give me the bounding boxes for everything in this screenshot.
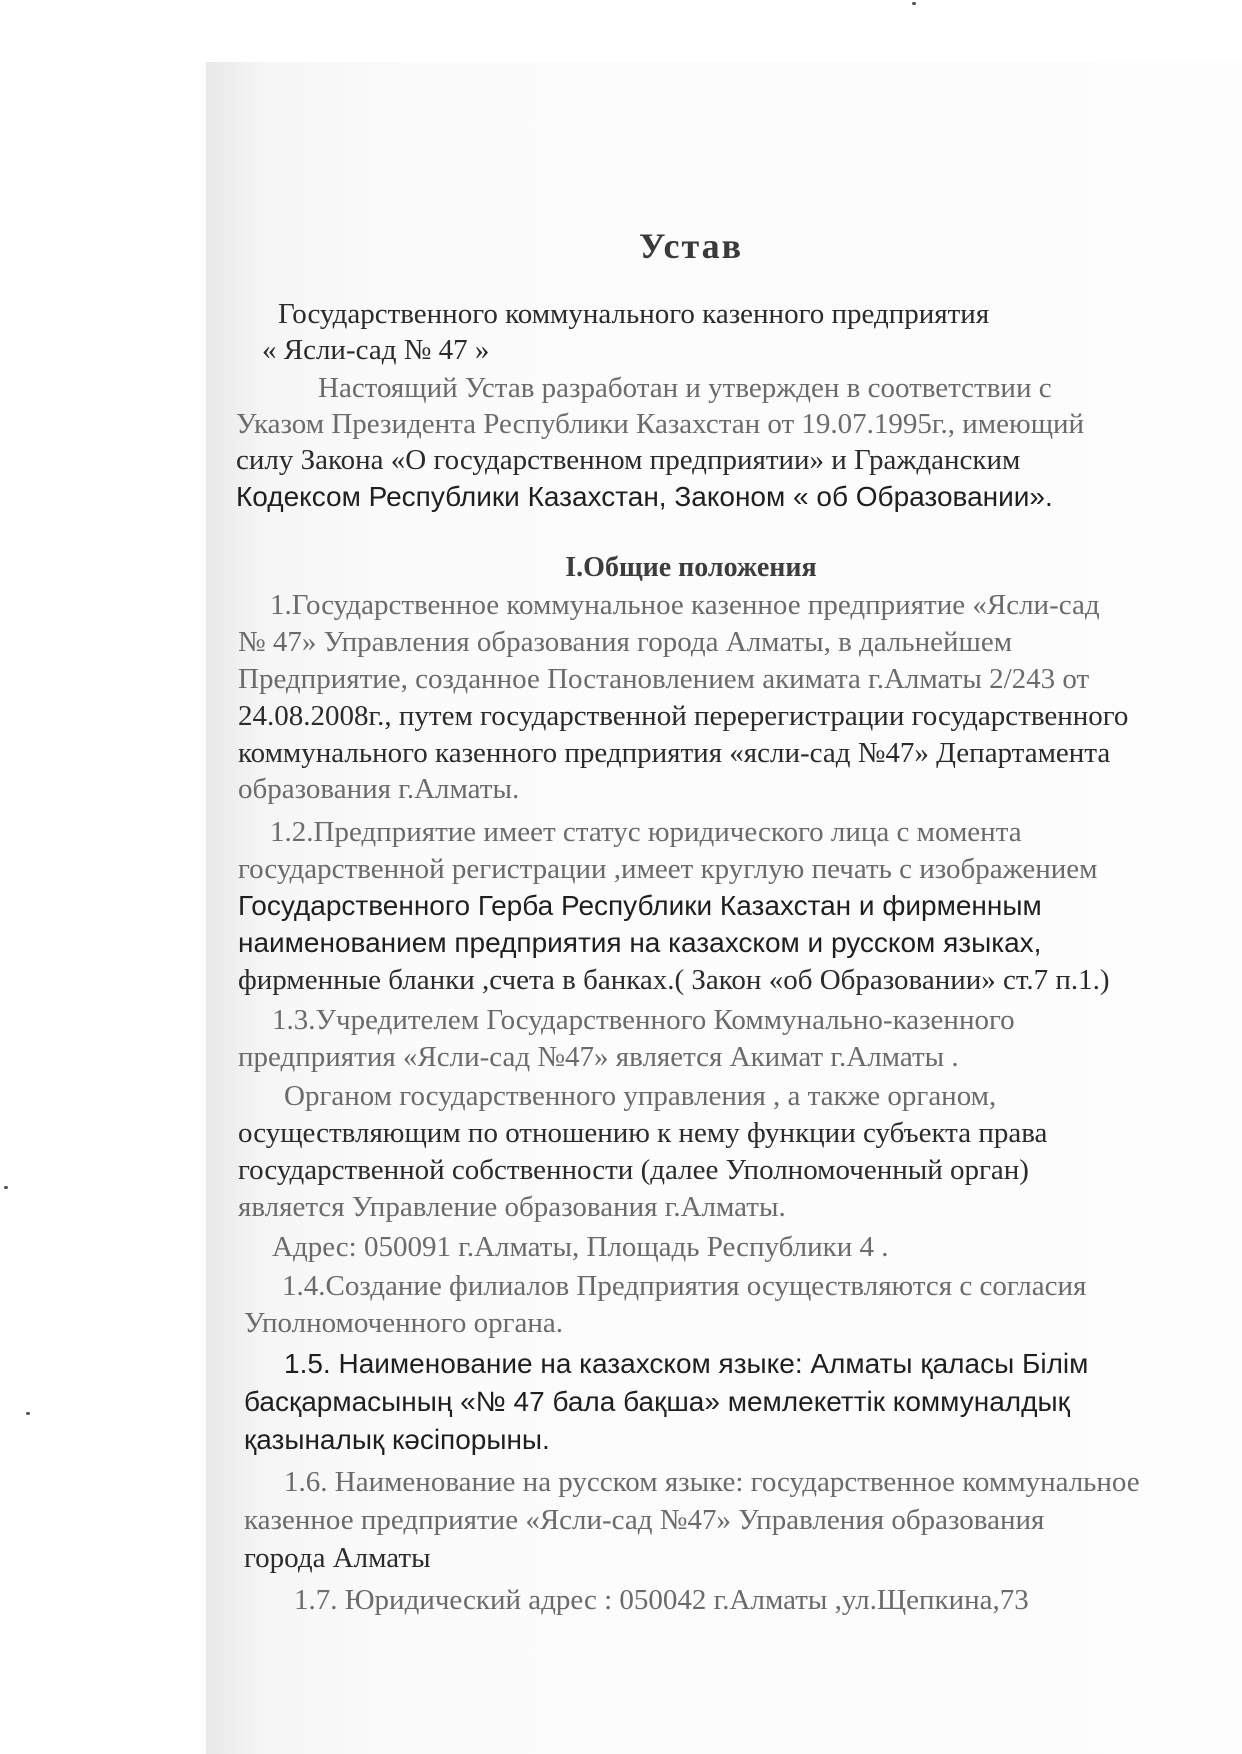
body-line: 1.Государственное коммунальное казенное предприятие «Ясли-сад	[270, 589, 1100, 621]
intro-line: « Ясли-сад № 47 »	[262, 334, 490, 366]
scan-speck	[4, 1186, 8, 1189]
section-heading: I.Общие положения	[565, 552, 817, 583]
intro-line: Настоящий Устав разработан и утвержден в соответствии с	[318, 372, 1052, 404]
body-line: наименованием предприятия на казахском и русском языках,	[238, 927, 1042, 958]
scan-speck	[912, 2, 916, 5]
body-line: № 47» Управления образования города Алматы, в дальнейшем	[238, 626, 1013, 658]
body-line: Адрес: 050091 г.Алматы, Площадь Республики 4 .	[272, 1231, 889, 1263]
body-line: 1.2.Предприятие имеет статус юридического лица с момента	[270, 816, 1022, 848]
body-line: государственной регистрации ,имеет круглую печать с изображением	[238, 853, 1098, 885]
body-line: 1.3.Учредителем Государственного Коммунально-казенного	[272, 1004, 1015, 1036]
body-line: 1.7. Юридический адрес : 050042 г.Алматы ,ул.Щепкина,73	[294, 1584, 1029, 1616]
body-line: города Алматы	[244, 1542, 431, 1574]
intro-line: Государственного коммунального казенного предприятия	[278, 298, 990, 330]
body-line: государственной собственности (далее Уполномоченный орган)	[238, 1154, 1029, 1186]
intro-line: силу Закона «О государственном предприятии» и Гражданским	[236, 444, 1021, 476]
body-line: 24.08.2008г., путем государственной перерегистрации государственного	[238, 700, 1129, 732]
document-title: Устав	[638, 226, 744, 266]
body-line: осуществляющим по отношению к нему функции субъекта права	[238, 1117, 1048, 1149]
intro-line: Указом Президента Республики Казахстан от 19.07.1995г., имеющий	[236, 408, 1085, 440]
body-line: басқармасының «№ 47 бала бақша» мемлекеттік коммуналдық	[244, 1386, 1070, 1417]
body-line: образования г.Алматы.	[238, 773, 520, 805]
body-line: 1.6. Наименование на русском языке: государственное коммунальное	[284, 1466, 1140, 1498]
body-line: Предприятие, созданное Постановлением акимата г.Алматы 2/243 от	[238, 663, 1090, 695]
body-line: предприятия «Ясли-сад №47» является Акимат г.Алматы .	[238, 1041, 959, 1073]
body-line: коммунального казенного предприятия «ясли-сад №47» Департамента	[238, 737, 1111, 769]
body-line: Органом государственного управления , а также органом,	[284, 1080, 997, 1112]
body-line: қазыналық кәсіпорыны.	[244, 1424, 550, 1455]
intro-line: Кодексом Республики Казахстан, Законом « об Образовании».	[236, 481, 1053, 512]
body-line: Уполномоченного органа.	[244, 1307, 563, 1339]
body-line: фирменные бланки ,счета в банках.( Закон «об Образовании» ст.7 п.1.)	[238, 964, 1110, 996]
body-line: 1.4.Создание филиалов Предприятия осуществляются с согласия	[282, 1270, 1087, 1302]
body-line: Государственного Герба Республики Казахстан и фирменным	[238, 890, 1042, 921]
body-line: является Управление образования г.Алматы.	[238, 1191, 786, 1223]
body-line: казенное предприятие «Ясли-сад №47» Управления образования	[244, 1504, 1045, 1536]
scan-speck	[26, 1412, 30, 1415]
body-line: 1.5. Наименование на казахском языке: Алматы қаласы Білім	[284, 1348, 1089, 1379]
